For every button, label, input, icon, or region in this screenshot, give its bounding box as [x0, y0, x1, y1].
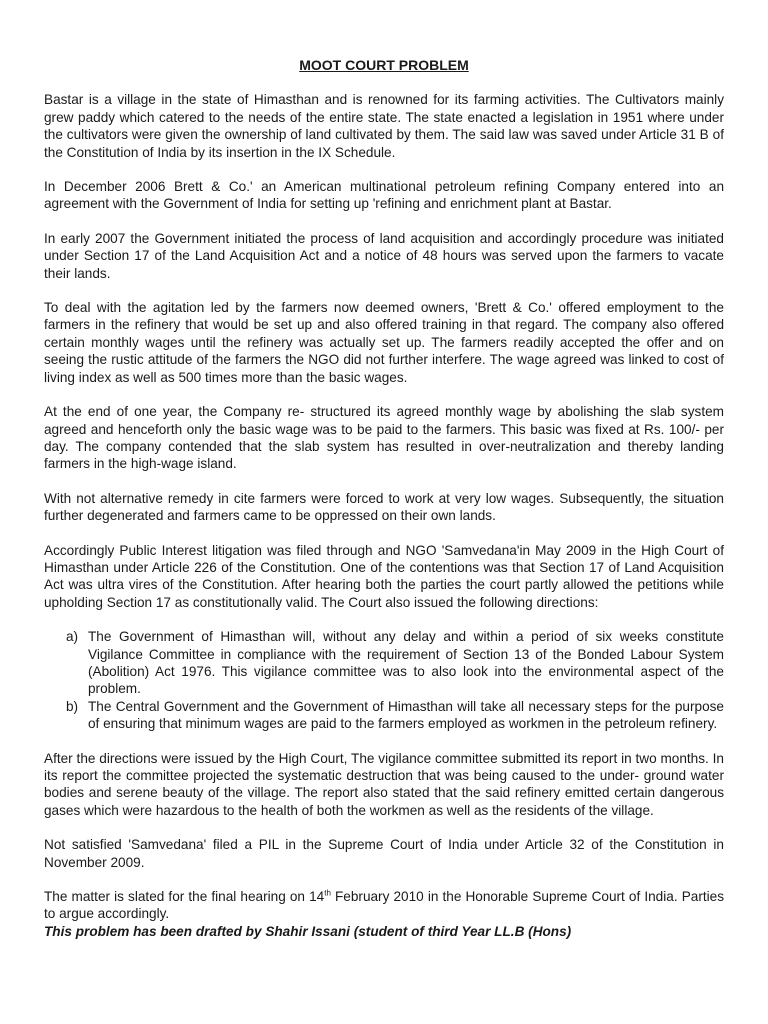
paragraph-employment-offer: To deal with the agitation led by the farmers now deemed owners, 'Brett & Co.' offered employment to the farmers in the refinery that would be set up and also offered training in that regard. The company also offered certain monthly wages until the refinery was actually set up. The farmers readily accepted the offer and on seeing the rustic attitude of the farmers the NGO did not further interfere. The wage agreed was linked to cost of living index as well as 500 times more than the basic wages.	[44, 300, 724, 385]
page-title: MOOT COURT PROBLEM	[299, 57, 469, 73]
direction-text: The Central Government and the Government of Himasthan will take all necessary steps for the purpose of ensuring that minimum wages are paid to the farmers employed as workmen in the petroleum refinery.	[88, 698, 724, 732]
paragraph-pil-high-court: Accordingly Public Interest litigation was filed through and NGO 'Samvedana'in May 2009 in the High Court of Himasthan under Article 226 of the Constitution. One of the contentions was that Section 17 of Land Acquisition Act was ultra vires of the Constitution. After hearing both the parties the court partly allowed the petitions while upholding Section 17 as constitutionally valid. The Court also issued the following directions:	[44, 542, 724, 610]
direction-item	[66, 628, 724, 698]
paragraph-wage-restructure: At the end of one year, the Company re- structured its agreed monthly wage by abolishing the slab system agreed and henceforth only the basic wage was to be paid to the farmers. This basic was fixed at Rs. 100/- per day. The company contended that the slab system has resulted in over-neutralization and thereby landing farmers in the high-wage island.	[44, 404, 724, 472]
paragraph-vigilance-report: After the directions were issued by the High Court, The vigilance committee submitted its report in two months. In its report the committee projected the systematic destruction that was being caused to the under- ground water bodies and serene beauty of the village. The report also stated that the said refinery emitted certain dangerous gases which were hazardous to the health of both the workmen as well as the residents of the village.	[44, 750, 724, 818]
paragraph-final-hearing	[44, 888, 724, 923]
direction-text: The Government of Himasthan will, without any delay and within a period of six weeks constitute Vigilance Committee in compliance with the requirement of Section 13 of the Bonded Labour System (Abolition) Act 1976. This vigilance committee was to also look into the environmental aspect of the problem.	[88, 629, 724, 697]
paragraph-agreement: In December 2006 Brett & Co.' an American multinational petroleum refining Company entered into an agreement with the Government of India for setting up 'refining and enrichment plant at Bastar.	[44, 179, 724, 212]
date-superscript: th	[324, 888, 331, 898]
direction-item	[66, 698, 724, 733]
paragraph-low-wages: With not alternative remedy in cite farmers were forced to work at very low wages. Subsequently, the situation further degenerated and farmers came to be oppressed on their own lands.	[44, 490, 724, 524]
document-page	[44, 57, 724, 940]
direction-marker: a)	[66, 629, 79, 645]
paragraph-supreme-court-pil: Not satisfied 'Samvedana' filed a PIL in the Supreme Court of India under Article 32 of the Constitution in November 2009.	[44, 837, 724, 870]
paragraph-background: Bastar is a village in the state of Himasthan and is renowned for its farming activities. The Cultivators mainly grew paddy which catered to the needs of the entire state. The state enacted a legislation in 1951 where under the cultivators were given the ownership of land cultivated by them. The said law was saved under Article 31 B of the Constitution of India by its insertion in the IX Schedule.	[44, 92, 724, 160]
final-hearing-text-start: The matter is slated for the final hearing on 14	[44, 889, 325, 905]
directions-list	[44, 628, 724, 732]
paragraph-land-acquisition: In early 2007 the Government initiated the process of land acquisition and accordingly procedure was initiated under Section 17 of the Land Acquisition Act and a notice of 48 hours was served upon the farmers to vacate their lands.	[44, 230, 724, 281]
direction-marker: b)	[66, 698, 79, 714]
final-hearing-text-end: February 2010 in the Honorable Supreme Court of India. Parties to argue accordingly.	[44, 889, 725, 922]
author-credit: This problem has been drafted by Shahir Issani (student of third Year LL.B (Hons)	[44, 923, 572, 939]
